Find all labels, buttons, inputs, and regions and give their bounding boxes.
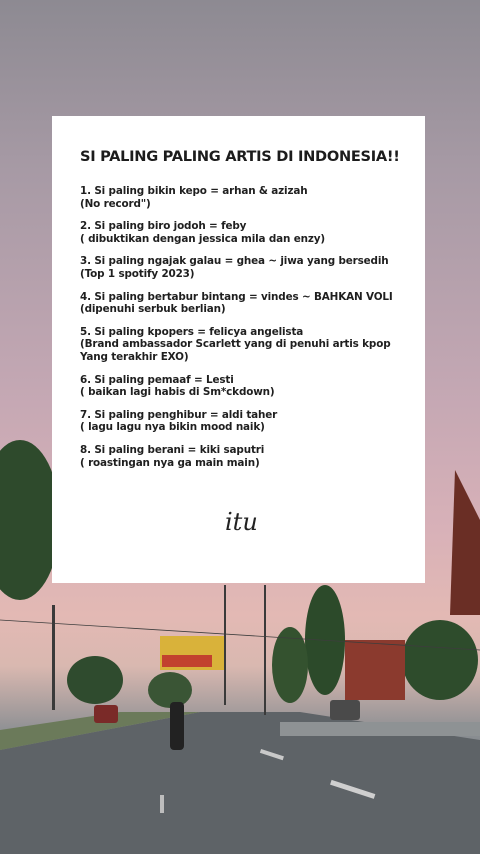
item-main: 3. Si paling ngajak galau = ghea ~ jiwa yang bersedih (80, 255, 389, 268)
item-note: ( roastingan nya ga main main) (80, 456, 260, 469)
item-note-2: Yang terakhir EXO) (80, 350, 189, 363)
item-note: (dipenuhi serbuk berlian) (80, 303, 226, 316)
item-main: 8. Si paling berani = kiki saputri (80, 443, 265, 456)
item-note: ( dibuktikan dengan jessica mila dan enzy) (80, 232, 326, 245)
item-note: ( baikan lagi habis di Sm*ckdown) (80, 386, 275, 399)
card-title: SI PALING PALING ARTIS DI INDONESIA!! (80, 148, 400, 165)
list-item (80, 374, 405, 399)
handwritten-signature: itu (225, 508, 258, 536)
list-item (80, 255, 405, 280)
item-main: 4. Si paling bertabur bintang = vindes ~ BAHKAN VOLI (80, 290, 393, 303)
list-item (80, 409, 405, 434)
text-card (52, 116, 425, 583)
item-main: 6. Si paling pemaaf = Lesti (80, 373, 234, 386)
item-main: 1. Si paling bikin kepo = arhan & azizah (80, 185, 308, 197)
list-item (80, 185, 405, 210)
item-main: 5. Si paling kpopers = felicya angelista (80, 325, 304, 338)
list-item (80, 291, 405, 316)
item-main: 2. Si paling biro jodoh = feby (80, 220, 247, 233)
item-note: (No record") (80, 197, 151, 210)
list-item (80, 220, 405, 245)
list-item (80, 444, 405, 469)
item-note: (Brand ambassador Scarlett yang di penuhi artis kpop (80, 338, 391, 351)
list-item (80, 326, 405, 364)
item-note: (Top 1 spotify 2023) (80, 267, 195, 280)
item-note: ( lagu lagu nya bikin mood naik) (80, 421, 265, 434)
item-main: 7. Si paling penghibur = aldi taher (80, 408, 278, 421)
